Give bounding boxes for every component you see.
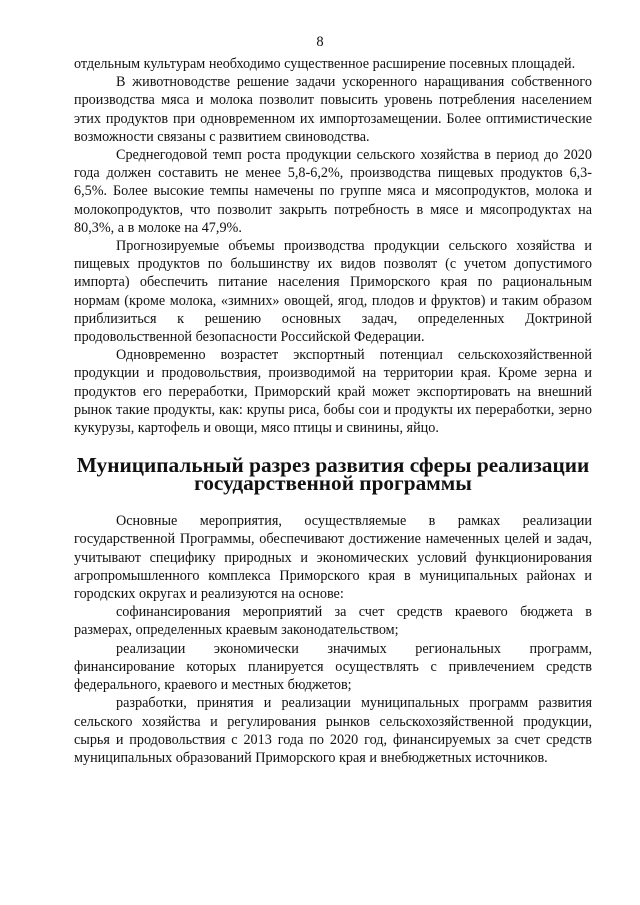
paragraph-export-potential: Одновременно возрастет экспортный потенциал сельскохозяйственной продукции и продовольствия, производимой на территории края. Кроме зерна и продуктов его переработки, Приморский край может экспортировать на внешний рынок такие продукты, как: крупы риса, бобы сои и продукты их переработки, зерно кукурузы, картофель и овощи, мясо птицы и свинины, яйцо. (74, 347, 592, 437)
page-number: 8 (316, 34, 324, 50)
paragraph-continuation: отдельным культурам необходимо существенное расширение посевных площадей. (74, 56, 576, 72)
paragraph-livestock: В животноводстве решение задачи ускоренного наращивания собственного производства мяса и молока позволит повысить уровень потребления населением этих продуктов при одновременном их импортозамещении. Более оптимистические возможности связаны с развитием свиноводства. (74, 74, 592, 145)
paragraph-main-measures: Основные мероприятия, осуществляемые в рамках реализации государственной Программы, обеспечивают достижение намеченных целей и задач, учитывают специфику природных и экономических условий функционирования агропромышленного комплекса Приморского края в муниципальных районах и городских округах и реализуются на основе: (74, 513, 592, 603)
paragraph-forecast-volumes: Прогнозируемые объемы производства продукции сельского хозяйства и пищевых продуктов по большинству их видов позволят (с учетом допустимого импорта) обеспечить питание населения Приморского края по рациональным нормам (кроме молока, «зимних» овощей, ягод, плодов и фруктов) и таким образом приблизиться к решению основных задач, определенных Доктриной продовольственной безопасности Российской Федерации. (74, 238, 592, 346)
document-body (74, 55, 592, 767)
section-heading-line-2: государственной программы (194, 471, 472, 496)
paragraph-growth-rate: Среднегодовой темп роста продукции сельского хозяйства в период до 2020 года должен составить не менее 5,8-6,2%, производства пищевых продуктов 6,3-6,5%. Более высокие темпы намечены по группе мяса и мясопродуктов, молока и молокопродуктов, что позволит закрыть потребность в мясе и мясопродуктах на 80,3%, а в молоке на 47,9%. (74, 147, 592, 236)
paragraph-regional-programs: реализации экономически значимых региональных программ, финансирование которых планируется осуществлять с привлечением средств федерального, краевого и местных бюджетов; (74, 640, 592, 694)
section-heading (74, 437, 592, 512)
paragraph-municipal-programs: разработки, принятия и реализации муниципальных программ развития сельского хозяйства и регулирования рынков сельскохозяйственной продукции, сырья и продовольствия с 2013 года по 2020 год, финансируемых за счет средств муниципальных образований Приморского края и внебюджетных источников. (74, 695, 592, 766)
section-heading-line-1: Муниципальный разрез развития сферы реализации (76, 453, 590, 478)
paragraph-cofinancing: софинансирования мероприятий за счет средств краевого бюджета в размерах, определенных краевым законодательством; (74, 604, 592, 639)
